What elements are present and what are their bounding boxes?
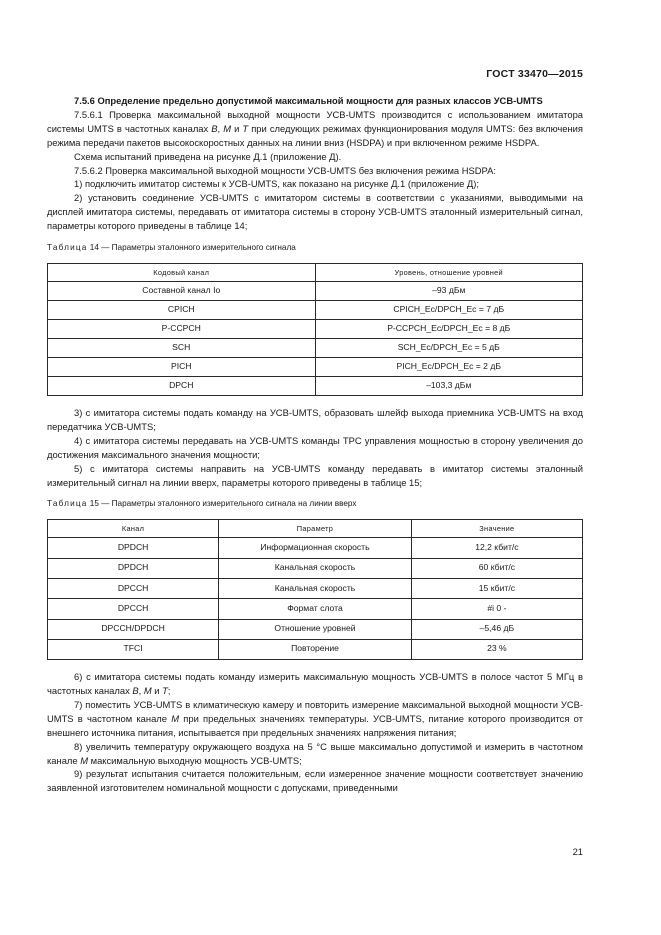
table-cell: Повторение — [219, 639, 412, 659]
table-cell: DPDCH — [48, 538, 219, 558]
table-row — [48, 357, 583, 376]
table14-caption: Таблица 14 — Параметры эталонного измерительного сигнала — [47, 243, 296, 253]
table-row — [48, 319, 583, 338]
table15-caption: Таблица 15 — Параметры эталонного измерительного сигнала на линии вверх — [47, 499, 357, 509]
table-14 — [47, 263, 583, 396]
table-row — [48, 376, 583, 395]
table-row — [48, 578, 583, 598]
table-cell: Формат слота — [219, 599, 412, 619]
step-7: 7) поместить УСВ-UMTS в климатическую камеру и повторить измерение максимальной выходной мощности УСВ-UMTS в частотном канале М при предельных значениях температуры. УСВ-UMTS, питание которого производится от внешнего источника питания, испытывается при предельных значениях напряжения питания; — [47, 698, 583, 738]
table-row — [48, 300, 583, 319]
table-row — [48, 599, 583, 619]
document-body — [47, 94, 583, 795]
table-cell: –5,46 дБ — [411, 619, 582, 639]
page-number: 21 — [572, 846, 583, 857]
table-row — [48, 639, 583, 659]
table-cell: Информационная скорость — [219, 538, 412, 558]
table-row — [48, 338, 583, 357]
table-header-cell: Канал — [48, 520, 219, 538]
table-row — [48, 281, 583, 300]
paragraph-7562: 7.5.6.2 Проверка максимальной выходной мощности УСВ-UMTS без включения режима HSDPA: — [74, 164, 496, 176]
table-cell: –93 дБм — [315, 281, 583, 300]
table-cell: PICH — [48, 357, 316, 376]
table-cell: 15 кбит/с — [411, 578, 582, 598]
step-9: 9) результат испытания считается положительным, если измеренное значение мощности соответствует значению заявленной изготовителем номинальной мощности с допусками, приведенными — [47, 768, 583, 794]
step-4: 4) с имитатора системы передавать на УСВ-UMTS команды TPC управления мощностью в сторону увеличения до достижения максимального значения мощности; — [47, 434, 583, 460]
table-cell: SCH — [48, 338, 316, 357]
table-header-row — [48, 263, 583, 281]
table-cell: DPCCH — [48, 578, 219, 598]
table-cell: 12,2 кбит/с — [411, 538, 582, 558]
table-row — [48, 619, 583, 639]
table-row — [48, 558, 583, 578]
step-2: 2) установить соединение УСВ-UMTS с имитатором системы в соответствии с указаниями, выводимыми на дисплей имитатора системы, передавать от имитатора системы в сторону УСВ-UMTS эталонный измерительный сигнал, параметры которого приведены в таблице 14; — [47, 192, 583, 232]
table-header-cell: Значение — [411, 520, 582, 538]
table-cell: CPICH — [48, 300, 316, 319]
table-cell: P-CCPCH_Ec/DPCH_Ec = 8 дБ — [315, 319, 583, 338]
table-cell: #i 0 - — [411, 599, 582, 619]
table-cell: Канальная скорость — [219, 558, 412, 578]
table-row — [48, 538, 583, 558]
table-cell: DPDCH — [48, 558, 219, 578]
table-cell: Отношение уровней — [219, 619, 412, 639]
table-cell: –103,3 дБм — [315, 376, 583, 395]
step-3: 3) с имитатора системы подать команду на УСВ-UMTS, образовать шлейф выхода приемника УСВ-UMTS на вход передатчика УСВ-UMTS; — [47, 406, 583, 432]
section-heading: 7.5.6 Определение предельно допустимой максимальной мощности для разных классов УСВ-UMTS — [74, 95, 543, 106]
table-cell: SCH_Ec/DPCH_Ec = 5 дБ — [315, 338, 583, 357]
table-cell: 60 кбит/с — [411, 558, 582, 578]
table-cell: 23 % — [411, 639, 582, 659]
table-cell: P-CCPCH — [48, 319, 316, 338]
table-cell: DPCH — [48, 376, 316, 395]
table-header-cell: Кодовый канал — [48, 263, 316, 281]
table-cell: DPCCH/DPDCH — [48, 619, 219, 639]
table-cell: CPICH_Ec/DPCH_Ec = 7 дБ — [315, 300, 583, 319]
table-header-cell: Параметр — [219, 520, 412, 538]
table-header-row — [48, 520, 583, 538]
step-8: 8) увеличить температуру окружающего воздуха на 5 °С выше максимально допустимой и измерить в частотном канале М максимальную выходную мощность УСВ-UMTS; — [47, 740, 583, 766]
table-cell: Канальная скорость — [219, 578, 412, 598]
step-1: 1) подключить имитатор системы к УСВ-UMTS, как показано на рисунке Д.1 (приложение Д); — [74, 178, 479, 190]
table-15 — [47, 519, 583, 660]
step-6: 6) с имитатора системы подать команду измерить максимальную мощность УСВ-UMTS в полосе частот 5 МГц в частотных каналах В, М и Т; — [47, 671, 583, 696]
paragraph-7561: 7.5.6.1 Проверка максимальной выходной мощности УСВ-UMTS производится с использованием имитатора системы UMTS в частотных каналах В, М и Т при следующих режимах функционирования модуля UMTS: без включения режима передачи пакетов высокоскоростных данных на линии вниз (HSDPA) и при включенном режиме HSDPA. — [47, 108, 583, 148]
table-cell: Составной канал Io — [48, 281, 316, 300]
standard-designation: ГОСТ 33470—2015 — [486, 68, 583, 80]
table-cell: TFCI — [48, 639, 219, 659]
table-cell: DPCCH — [48, 599, 219, 619]
step-5: 5) с имитатора системы направить на УСВ-UMTS команду передавать в имитатор системы эталонный измерительный сигнал на линии вверх, параметры которого приведены в таблице 15; — [47, 462, 583, 488]
paragraph-scheme: Схема испытаний приведена на рисунке Д.1 (приложение Д). — [74, 150, 342, 162]
table-header-cell: Уровень, отношение уровней — [315, 263, 583, 281]
table-cell: PICH_Ec/DPCH_Ec = 2 дБ — [315, 357, 583, 376]
